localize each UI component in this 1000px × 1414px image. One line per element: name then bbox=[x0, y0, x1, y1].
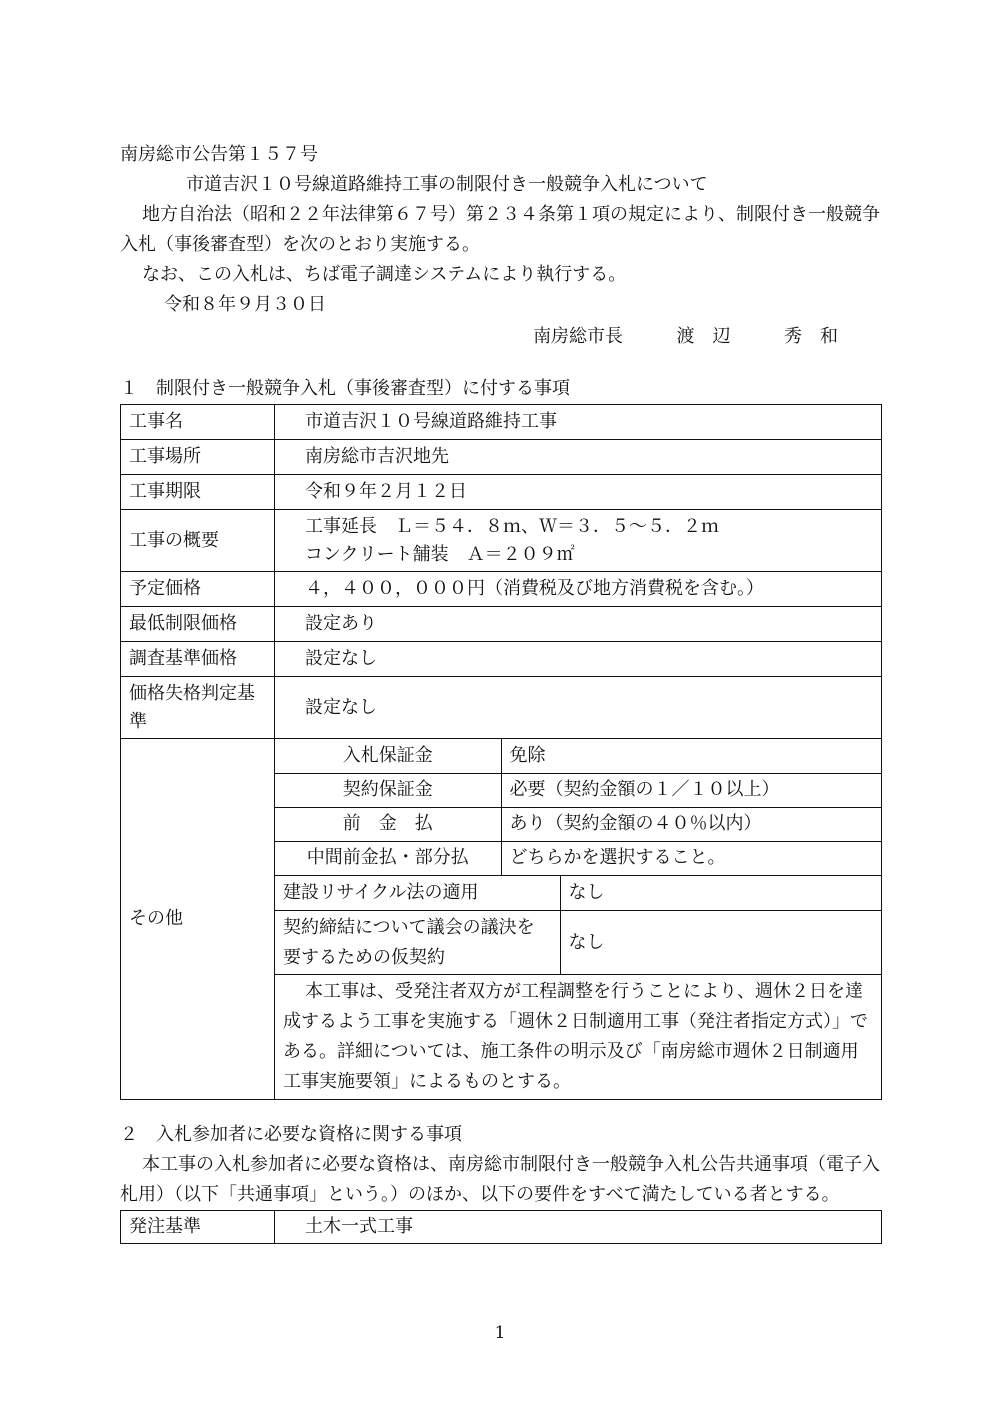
table-row bbox=[121, 642, 882, 677]
table-row bbox=[121, 440, 882, 475]
row-label-other: その他 bbox=[121, 739, 275, 1100]
overview-line-2: コンクリート舗装 Ａ＝２０９㎡ bbox=[305, 543, 575, 565]
section2-table bbox=[120, 1210, 882, 1244]
row-label: 調査基準価格 bbox=[121, 642, 275, 677]
sub-value: 必要（契約金額の１／１０以上） bbox=[501, 773, 881, 807]
row-label: 発注基準 bbox=[121, 1211, 275, 1244]
sub-value: なし bbox=[560, 876, 881, 911]
other-subtable-2 bbox=[275, 876, 881, 976]
sub-row bbox=[275, 876, 881, 911]
signer-title: 南房総市長 bbox=[533, 326, 624, 347]
table-row bbox=[121, 677, 882, 739]
section2-heading: ２ 入札参加者に必要な資格に関する事項 bbox=[120, 1124, 462, 1145]
row-value: 令和９年２月１２日 bbox=[275, 475, 882, 510]
sub-label: 建設リサイクル法の適用 bbox=[275, 876, 560, 911]
sub-label: 契約締結について議会の議決を要するための仮契約 bbox=[275, 911, 560, 975]
overview-line-1: 工事延長 Ｌ＝５４．８ｍ、Ｗ＝３．５～５．２ｍ bbox=[305, 515, 719, 537]
signer-surname: 渡 辺 bbox=[676, 326, 731, 347]
page-number: 1 bbox=[494, 1323, 506, 1343]
row-value: 南房総市吉沢地先 bbox=[275, 440, 882, 475]
five-day-week-note bbox=[275, 975, 881, 1099]
signer-given-name: 秀 和 bbox=[784, 326, 838, 347]
sub-value: どちらかを選択すること。 bbox=[501, 841, 881, 875]
row-label: 価格失格判定基準 bbox=[121, 677, 275, 739]
row-value: 市道吉沢１０号線道路維持工事 bbox=[275, 405, 882, 440]
row-value: 設定あり bbox=[275, 607, 882, 642]
section1-heading: １ 制限付き一般競争入札（事後審査型）に付する事項 bbox=[120, 378, 570, 399]
row-label: 工事場所 bbox=[121, 440, 275, 475]
section2-body: 本工事の入札参加者に必要な資格は、南房総市制限付き一般競争入札公告共通事項（電子入札用）（以下「共通事項」という。）のほか、以下の要件をすべて満たしている者とする。 bbox=[120, 1154, 880, 1205]
intro-paragraph: 地方自治法（昭和２２年法律第６７号）第２３４条第１項の規定により、制限付き一般競争入札（事後審査型）を次のとおり実施する。 bbox=[120, 204, 880, 255]
sub-row bbox=[275, 911, 881, 975]
sub-value: あり（契約金額の４０％以内） bbox=[501, 807, 881, 841]
row-label: 工事期限 bbox=[121, 475, 275, 510]
sub-value: なし bbox=[560, 911, 881, 975]
other-details bbox=[275, 739, 882, 1100]
notice-number: 南房総市公告第１５７号 bbox=[120, 144, 318, 165]
table-row bbox=[121, 510, 882, 572]
note-text: 本工事は、受発注者双方が工程調整を行うことにより、週休２日を達成するよう工事を実施する「週休２日制適用工事（発注者指定方式）」である。詳細については、施工条件の明示及び「南房総市週休２日制適用工事実施要領」によるものとする。 bbox=[283, 981, 868, 1092]
row-value: 設定なし bbox=[275, 642, 882, 677]
table-row bbox=[121, 572, 882, 607]
table-row bbox=[121, 405, 882, 440]
table-row bbox=[121, 1211, 882, 1244]
row-label: 工事の概要 bbox=[121, 510, 275, 572]
table-row bbox=[121, 607, 882, 642]
sub-label: 中間前金払・部分払 bbox=[275, 841, 501, 875]
row-value: 土木一式工事 bbox=[275, 1211, 882, 1244]
document-page bbox=[120, 140, 882, 1244]
sub-row bbox=[275, 773, 881, 807]
row-label: 工事名 bbox=[121, 405, 275, 440]
section1-table bbox=[120, 404, 882, 1100]
sub-row bbox=[275, 807, 881, 841]
sub-row bbox=[275, 739, 881, 773]
sub-label: 契約保証金 bbox=[275, 773, 501, 807]
table-row bbox=[121, 475, 882, 510]
row-label: 予定価格 bbox=[121, 572, 275, 607]
notice-title: 市道吉沢１０号線道路維持工事の制限付き一般競争入札について bbox=[186, 174, 708, 195]
intro-paragraph-2: なお、この入札は、ちば電子調達システムにより執行する。 bbox=[142, 264, 627, 285]
sub-value: 免除 bbox=[501, 739, 881, 773]
sub-row bbox=[275, 841, 881, 875]
other-subtable bbox=[275, 739, 881, 876]
sub-label: 前 金 払 bbox=[275, 807, 501, 841]
notice-date: 令和８年９月３０日 bbox=[164, 294, 326, 315]
row-value bbox=[275, 510, 882, 572]
signature bbox=[120, 322, 882, 352]
row-value: 設定なし bbox=[275, 677, 882, 739]
row-value: ４，４００，０００円（消費税及び地方消費税を含む。） bbox=[275, 572, 882, 607]
table-row-other bbox=[121, 739, 882, 1100]
sub-label: 入札保証金 bbox=[275, 739, 501, 773]
row-label: 最低制限価格 bbox=[121, 607, 275, 642]
